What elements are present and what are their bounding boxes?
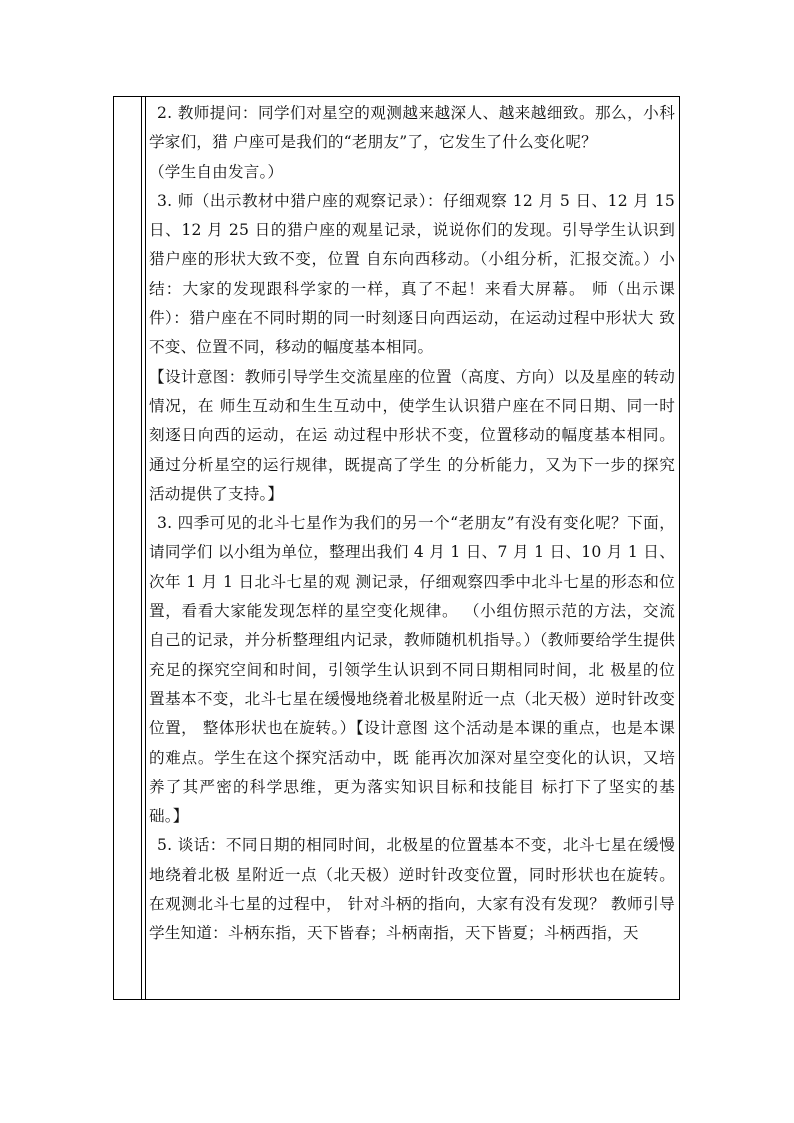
column-divider-inner — [145, 97, 146, 999]
lesson-table — [113, 96, 680, 1000]
paragraph-student-response: （学生自由发言。） — [149, 162, 284, 181]
paragraph-teacher-question: 2. 教师提问：同学们对星空的观测越来越深人、越来越细致。那么，小科学家们，猎 户座可是我们的“老朋友”了，它发生了什么变化呢？ — [149, 104, 675, 152]
paragraph-dipper-handle-talk: 5. 谈话：不同日期的相同时间，北极星的位置基本不变，北斗七星在缓慢地绕着北极 星附近一点（北天极）逆时针改变位置，同时形状也在旋转。在观测北斗七星的过程中， 针对斗柄的指向，大家有没有发现？ 教师引导学生知道：斗柄东指，天下皆春；斗柄南指，天下皆夏；斗柄西指，天 — [149, 836, 675, 943]
paragraph-big-dipper-activity: 3. 四季可见的北斗七星作为我们的另一个“老朋友”有没有变化呢？下面，请同学们 以小组为单位，整理出我们 4 月 1 日、7 月 1 日、10 月 1 日、次年 1 月 1 日北斗七星的观 测记录，仔细观察四季中北斗七星的形态和位置，看看大家能发现怎样的星空变化规律。 （小组仿照示范的方法，交流自己的记录，并分析整理组内记录，教师随机机指导。）（教师要给学生提供充足的探究空间和时间，引领学生认识到不同日期相同时间，北 极星的位置基本不变，北斗七星在缓慢地绕着北极星附近一点（北天极）逆时针改变位置， 整体形状也在旋转。）【设计意图 这个活动是本课的重点，也是本课的难点。学生在这个探究活动中，既 能再次加深对星空变化的认识，又培养了其严密的科学思维，更为落实知识目标和技能目 标打下了坚实的基础。】 — [149, 514, 675, 826]
paragraph-orion-observation: 3. 师（出示教材中猎户座的观察记录）：仔细观察 12 月 5 日、12 月 15 日、12 月 25 日的猎户座的观星记录，说说你们的发现。引导学生认识到猎户座的形状大致不变，位置 自东向西移动。（小组分析，汇报交流。）小结：大家的发现跟科学家的一样，真了不起！来看大屏幕。 师（出示课件）：猎户座在不同时期的同一时刻逐日向西运动，在运动过程中形状大 致不变、位置不同，移动的幅度基本相同。 — [149, 191, 675, 357]
paragraph-design-intent-1: 【设计意图：教师引导学生交流星座的位置（高度、方向）以及星座的转动情况，在 师生互动和生生互动中，使学生认识猎户座在不同日期、同一时刻逐日向西的运动，在运 动过程中形状不变，位置移动的幅度基本相同。通过分析星空的运行规律，既提高了学生 的分析能力，又为下一步的探究活动提供了支持。】 — [149, 367, 675, 503]
lesson-content-cell — [149, 99, 675, 949]
column-divider — [141, 97, 142, 999]
